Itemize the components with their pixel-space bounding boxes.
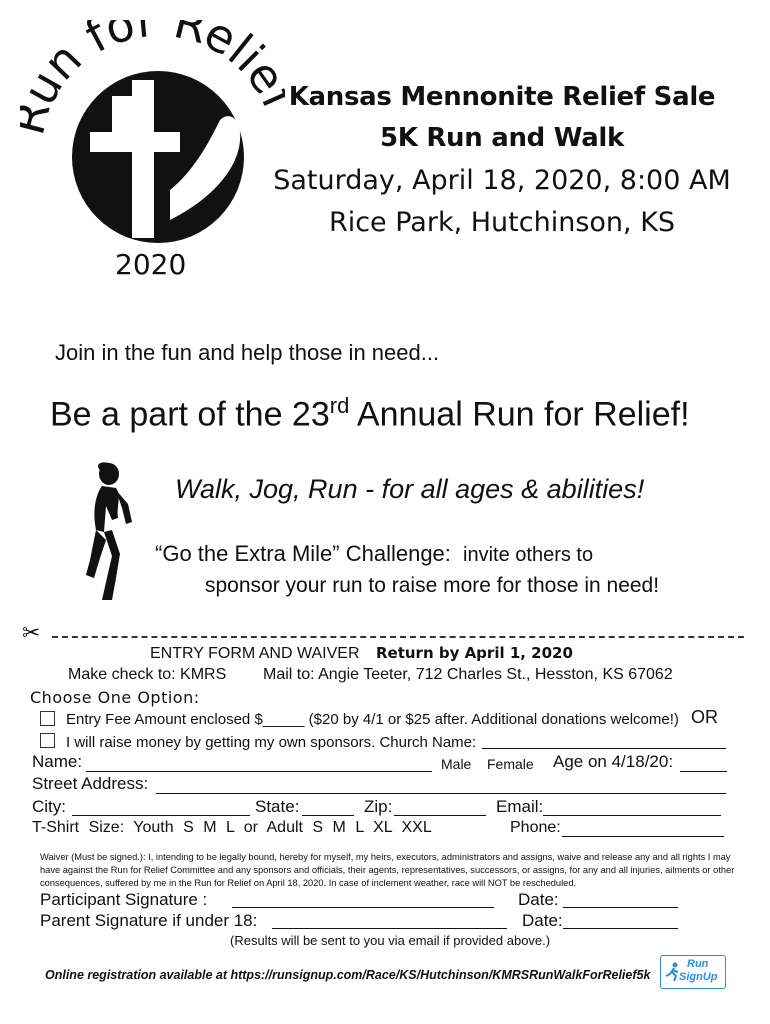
email-label: Email:	[496, 797, 544, 816]
phone-field[interactable]	[562, 836, 724, 837]
option1-checkbox[interactable]	[40, 710, 55, 728]
parent-signature-field[interactable]	[272, 928, 507, 929]
participant-signature-label: Participant Signature :	[40, 890, 208, 909]
phone-label: Phone:	[510, 819, 561, 836]
state-field[interactable]	[302, 815, 354, 816]
age-label: Age on 4/18/20:	[553, 752, 674, 771]
headline-part1: Be a part of the 23	[50, 395, 330, 434]
runner-silhouette-icon	[82, 460, 142, 605]
badge-line-2: SignUp	[679, 971, 718, 983]
option1-label: Entry Fee Amount enclosed $_____ ($20 by 4/1 or $25 after. Additional donations welcome!)	[66, 711, 679, 728]
challenge-line-1	[155, 541, 593, 567]
header-location: Rice Park, Hutchinson, KS	[328, 207, 676, 238]
street-label: Street Address:	[32, 774, 149, 793]
age-field[interactable]	[680, 771, 727, 772]
parent-date-field[interactable]	[563, 928, 678, 929]
participant-signature-field[interactable]	[232, 907, 494, 908]
badge-line-1: Run	[687, 958, 709, 970]
header-title-2: 5K Run and Walk	[379, 123, 625, 153]
tagline: Walk, Jog, Run - for all ages & abilities!	[175, 474, 645, 504]
logo-emblem	[20, 20, 285, 260]
logo-arc-text: n for Reli	[32, 20, 275, 91]
waiver-text: Waiver (Must be signed.): I, intending to be legally bound, hereby for myself, my heirs, executors, administrators and assigns, waive and release any and all rights I may have against the Run for Relief Committee and any sponsors and officials, their agents, representatives, successors, or assigns, for any and all injuries, ailments or other consequences, suffered by me in the Run for Relief on April 18, 2020. In case of inclement weather, race will NOT be rescheduled.	[40, 852, 735, 888]
option2-label: I will raise money by getting my own sponsors. Church Name:	[66, 734, 477, 751]
headline-part2: Annual Run for Relief!	[356, 395, 690, 434]
form-return-by: Return by April 1, 2020	[375, 644, 573, 662]
participant-date-field[interactable]	[563, 907, 678, 908]
zip-label: Zip:	[364, 797, 393, 816]
city-label: City:	[32, 797, 66, 816]
female-option[interactable]: Female	[487, 756, 534, 772]
online-registration-link[interactable]: Online registration available at https://runsignup.com/Race/KS/Hutchinson/KMRSRunWalkForRelief5k	[45, 968, 651, 982]
header-date: Saturday, April 18, 2020, 8:00 AM	[273, 165, 731, 196]
challenge-text-1: invite others to	[463, 544, 594, 566]
street-field[interactable]	[156, 793, 726, 794]
cut-line	[52, 636, 744, 638]
logo	[20, 20, 285, 290]
form-title: ENTRY FORM AND WAIVER	[150, 645, 360, 662]
form-title-row	[150, 644, 573, 663]
parent-date-label: Date:	[522, 911, 563, 930]
parent-signature-label: Parent Signature if under 18:	[40, 911, 258, 930]
challenge-text-2: sponsor your run to raise more for those in need!	[205, 574, 660, 597]
choose-option: Choose One Option:	[30, 688, 200, 707]
option2-checkbox[interactable]	[40, 732, 55, 750]
challenge-title: “Go the Extra Mile” Challenge:	[155, 541, 451, 566]
tshirt-sizes: T-Shirt Size: Youth S M L or Adult S M L XL XXL	[32, 819, 432, 836]
headline-sup: rd	[329, 393, 350, 418]
name-label: Name:	[32, 752, 83, 771]
intro-text: Join in the fun and help those in need...	[55, 340, 440, 365]
name-field[interactable]	[86, 771, 432, 772]
results-note: (Results will be sent to you via email if provided above.)	[230, 933, 551, 948]
church-name-field[interactable]	[482, 748, 726, 749]
state-label: State:	[255, 797, 300, 816]
participant-date-label: Date:	[518, 890, 559, 909]
mail-to: Mail to: Angie Teeter, 712 Charles St., Hesston, KS 67062	[263, 666, 673, 683]
option1-or: OR	[691, 707, 718, 727]
logo-year: 2020	[115, 248, 187, 281]
header-title-1: Kansas Mennonite Relief Sale	[288, 82, 716, 112]
email-field[interactable]	[543, 815, 721, 816]
make-check: Make check to: KMRS	[68, 666, 227, 683]
headline	[50, 393, 690, 434]
city-field[interactable]	[72, 815, 250, 816]
zip-field[interactable]	[394, 815, 486, 816]
scissors-icon: ✂	[22, 620, 41, 645]
male-option[interactable]: Male	[441, 756, 472, 772]
runsignup-badge[interactable]	[660, 955, 726, 989]
